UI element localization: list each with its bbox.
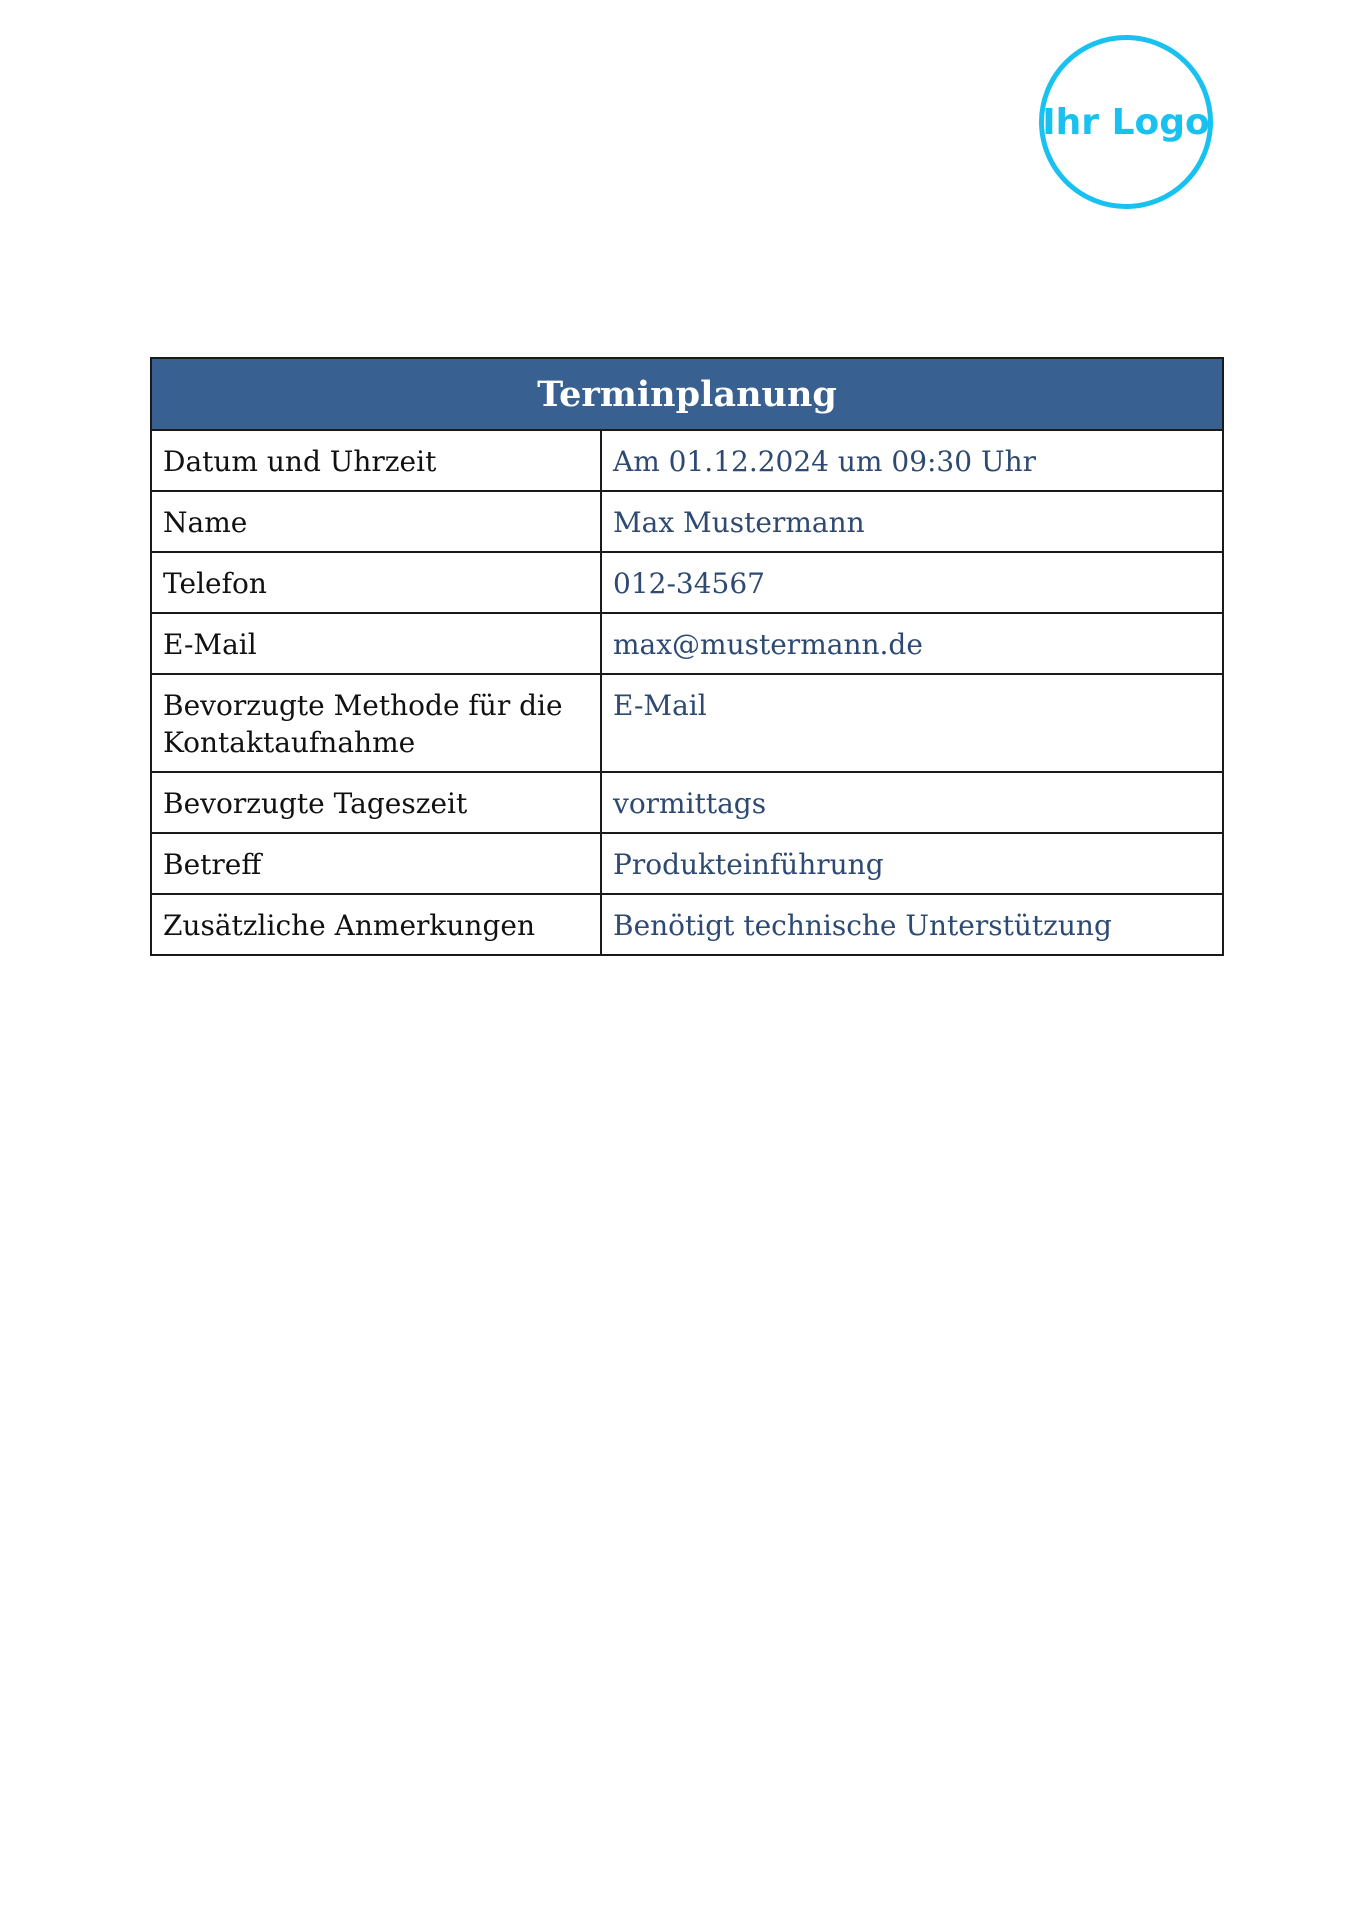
row-value-phone: 012-34567 <box>601 552 1223 613</box>
table-row <box>151 552 1223 613</box>
logo-text: Ihr Logo <box>1042 101 1210 143</box>
row-value-subject: Produkteinführung <box>601 833 1223 894</box>
row-label-contact-method: Bevorzugte Methode für die Kontaktaufnahme <box>151 674 601 772</box>
logo <box>1039 35 1213 209</box>
table-row <box>151 674 1223 772</box>
table-row <box>151 613 1223 674</box>
row-label-email: E-Mail <box>151 613 601 674</box>
row-value-email: max@mustermann.de <box>601 613 1223 674</box>
row-label-date-time: Datum und Uhrzeit <box>151 430 601 491</box>
row-label-notes: Zusätzliche Anmerkungen <box>151 894 601 955</box>
table-row <box>151 833 1223 894</box>
row-label-phone: Telefon <box>151 552 601 613</box>
row-label-time-of-day: Bevorzugte Tageszeit <box>151 772 601 833</box>
table-row <box>151 772 1223 833</box>
table-row <box>151 894 1223 955</box>
row-value-name: Max Mustermann <box>601 491 1223 552</box>
row-value-contact-method: E-Mail <box>601 674 1223 772</box>
row-value-notes: Benötigt technische Unterstützung <box>601 894 1223 955</box>
row-value-date-time: Am 01.12.2024 um 09:30 Uhr <box>601 430 1223 491</box>
table-row <box>151 491 1223 552</box>
table-header-row <box>151 358 1223 430</box>
table-title: Terminplanung <box>151 358 1223 430</box>
row-label-name: Name <box>151 491 601 552</box>
row-label-subject: Betreff <box>151 833 601 894</box>
appointment-table <box>150 357 1224 956</box>
table-row <box>151 430 1223 491</box>
row-value-time-of-day: vormittags <box>601 772 1223 833</box>
